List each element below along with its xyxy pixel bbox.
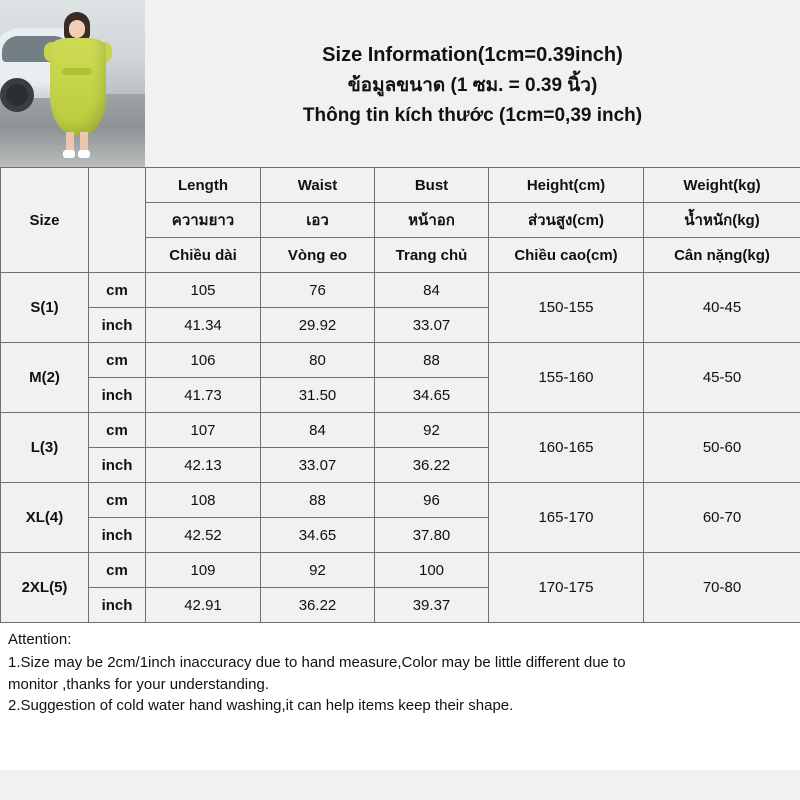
cell-weight: 60-70 xyxy=(644,483,800,553)
row-unit-inch: inch xyxy=(89,308,146,343)
photo-car-wheel-front xyxy=(0,78,34,112)
col-header-height-th: ส่วนสูง(cm) xyxy=(489,203,644,238)
col-header-bust-vi: Trang chủ xyxy=(375,238,489,273)
attention-line-2: 2.Suggestion of cold water hand washing,it can help items keep their shape. xyxy=(8,697,514,715)
size-header-cell: Size xyxy=(1,168,89,273)
cell-length-inch: 42.91 xyxy=(146,588,261,623)
row-unit-inch: inch xyxy=(89,448,146,483)
row-size-label: S(1) xyxy=(1,273,89,343)
unit-header-cell xyxy=(89,168,146,273)
col-header-waist-vi: Vòng eo xyxy=(261,238,375,273)
row-size-label: M(2) xyxy=(1,343,89,413)
row-size-label: L(3) xyxy=(1,413,89,483)
header-band xyxy=(0,0,800,167)
title-block xyxy=(145,0,800,167)
attention-line-1b: monitor ,thanks for your understanding. xyxy=(8,675,269,693)
cell-waist-cm: 76 xyxy=(261,273,375,308)
cell-bust-inch: 33.07 xyxy=(375,308,489,343)
col-header-length-vi: Chiều dài xyxy=(146,238,261,273)
photo-model-leg-right xyxy=(80,132,88,152)
cell-weight: 50-60 xyxy=(644,413,800,483)
cell-length-cm: 105 xyxy=(146,273,261,308)
cell-bust-inch: 34.65 xyxy=(375,378,489,413)
cell-weight: 40-45 xyxy=(644,273,800,343)
product-photo xyxy=(0,0,145,167)
table-row xyxy=(1,343,800,378)
cell-waist-inch: 36.22 xyxy=(261,588,375,623)
table-row xyxy=(1,553,800,588)
photo-model-leg-left xyxy=(66,132,74,152)
cell-waist-cm: 84 xyxy=(261,413,375,448)
col-header-length-th: ความยาว xyxy=(146,203,261,238)
photo-dress xyxy=(50,38,106,136)
table-row xyxy=(1,273,800,308)
row-unit-cm: cm xyxy=(89,483,146,518)
attention-line-1: 1.Size may be 2cm/1inch inaccuracy due to hand measure,Color may be little different due to xyxy=(8,653,626,671)
col-header-height-vi: Chiều cao(cm) xyxy=(489,238,644,273)
cell-waist-cm: 80 xyxy=(261,343,375,378)
cell-length-inch: 42.52 xyxy=(146,518,261,553)
cell-height: 170-175 xyxy=(489,553,644,623)
cell-bust-inch: 36.22 xyxy=(375,448,489,483)
row-unit-cm: cm xyxy=(89,413,146,448)
title-line-english: Size Information(1cm=0.39inch) xyxy=(322,44,623,67)
row-unit-inch: inch xyxy=(89,378,146,413)
row-unit-cm: cm xyxy=(89,553,146,588)
cell-length-cm: 109 xyxy=(146,553,261,588)
cell-height: 165-170 xyxy=(489,483,644,553)
row-size-label: 2XL(5) xyxy=(1,553,89,623)
photo-model-shoe-right xyxy=(78,150,90,158)
col-header-height-en: Height(cm) xyxy=(489,168,644,203)
cell-waist-inch: 31.50 xyxy=(261,378,375,413)
cell-bust-cm: 92 xyxy=(375,413,489,448)
cell-weight: 70-80 xyxy=(644,553,800,623)
cell-height: 160-165 xyxy=(489,413,644,483)
table-row xyxy=(1,483,800,518)
title-line-vietnamese: Thông tin kích thước (1cm=0,39 inch) xyxy=(302,105,643,126)
cell-length-cm: 108 xyxy=(146,483,261,518)
cell-bust-cm: 88 xyxy=(375,343,489,378)
col-header-weight-vi: Cân nặng(kg) xyxy=(644,238,800,273)
cell-height: 155-160 xyxy=(489,343,644,413)
photo-dress-belt xyxy=(62,68,92,75)
attention-heading: Attention: xyxy=(8,631,72,648)
cell-waist-inch: 29.92 xyxy=(261,308,375,343)
cell-height: 150-155 xyxy=(489,273,644,343)
cell-length-inch: 42.13 xyxy=(146,448,261,483)
cell-length-inch: 41.73 xyxy=(146,378,261,413)
row-size-label: XL(4) xyxy=(1,483,89,553)
col-header-waist-th: เอว xyxy=(261,203,375,238)
photo-model xyxy=(48,12,108,162)
col-header-waist-en: Waist xyxy=(261,168,375,203)
table-row xyxy=(1,413,800,448)
cell-length-inch: 41.34 xyxy=(146,308,261,343)
row-unit-cm: cm xyxy=(89,273,146,308)
col-header-length-en: Length xyxy=(146,168,261,203)
cell-waist-cm: 92 xyxy=(261,553,375,588)
cell-bust-inch: 39.37 xyxy=(375,588,489,623)
row-unit-inch: inch xyxy=(89,588,146,623)
cell-bust-cm: 100 xyxy=(375,553,489,588)
col-header-bust-th: หน้าอก xyxy=(375,203,489,238)
photo-model-face xyxy=(69,20,85,38)
cell-length-cm: 107 xyxy=(146,413,261,448)
table-header-row-english xyxy=(1,168,800,203)
attention-notes xyxy=(0,623,800,770)
size-table xyxy=(0,167,800,623)
col-header-weight-th: น้ำหนัก(kg) xyxy=(644,203,800,238)
cell-waist-inch: 33.07 xyxy=(261,448,375,483)
cell-bust-cm: 84 xyxy=(375,273,489,308)
cell-bust-cm: 96 xyxy=(375,483,489,518)
cell-weight: 45-50 xyxy=(644,343,800,413)
photo-model-shoe-left xyxy=(63,150,75,158)
title-line-thai: ข้อมูลขนาด (1 ซม. = 0.39 นิ้ว) xyxy=(347,75,598,97)
row-unit-inch: inch xyxy=(89,518,146,553)
cell-waist-cm: 88 xyxy=(261,483,375,518)
row-unit-cm: cm xyxy=(89,343,146,378)
cell-length-cm: 106 xyxy=(146,343,261,378)
col-header-weight-en: Weight(kg) xyxy=(644,168,800,203)
col-header-bust-en: Bust xyxy=(375,168,489,203)
cell-bust-inch: 37.80 xyxy=(375,518,489,553)
cell-waist-inch: 34.65 xyxy=(261,518,375,553)
